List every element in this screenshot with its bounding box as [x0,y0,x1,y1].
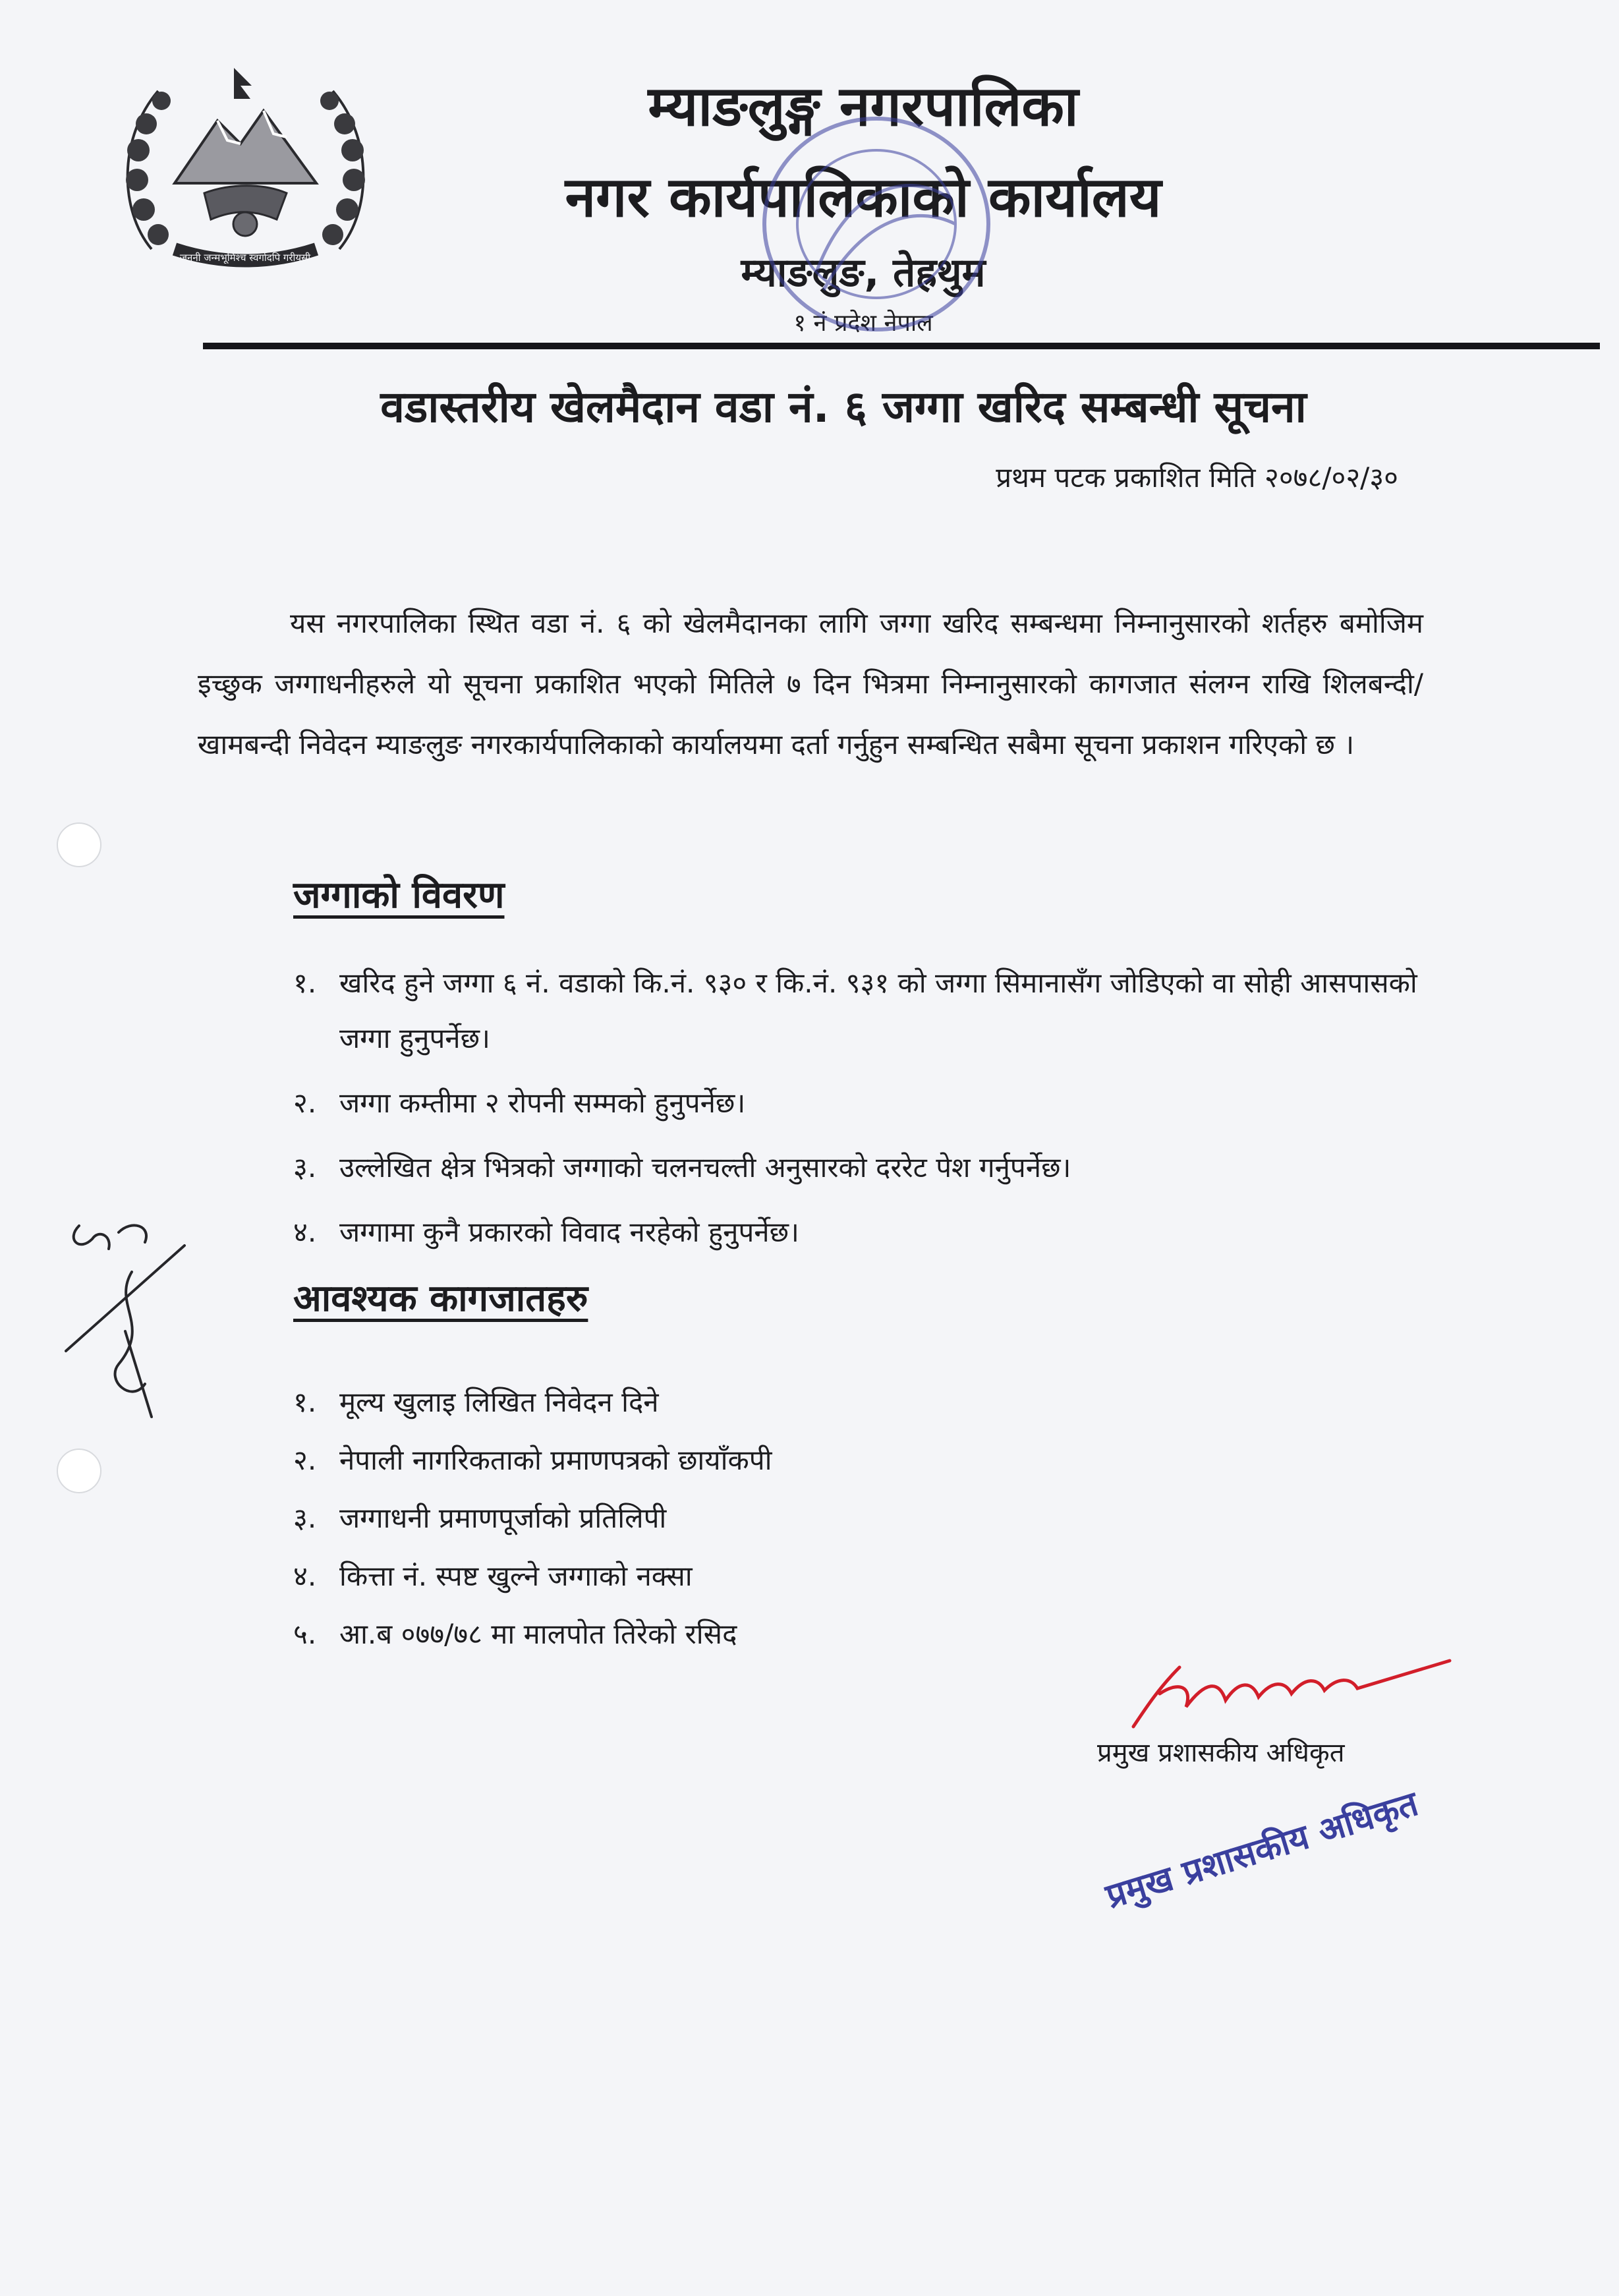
documents-heading: आवश्यक कागजातहरु [293,1277,588,1320]
nepal-emblem-icon [112,51,379,279]
officer-title: प्रमुख प्रशासकीय अधिकृत [1097,1738,1345,1768]
header-divider [203,343,1600,349]
list-item: ३. उल्लेखित क्षेत्र भित्रको जग्गाको चलनचल्ती अनुसारको दररेट पेश गर्नुपर्नेछ। [293,1151,1071,1184]
list-item: ५. आ.ब ०७७/७८ मा मालपोत तिरेको रसिद [293,1618,737,1650]
list-item: ३. जग्गाधनी प्रमाणपूर्जाको प्रतिलिपी [293,1502,667,1534]
office-location: म्याङलुङ, तेह्रथुम [741,250,986,296]
signature-icon [1120,1641,1463,1746]
published-date: प्रथम पटक प्रकाशित मिति २०७८/०२/३० [996,461,1398,494]
notice-body: यस नगरपालिका स्थित वडा नं. ६ को खेलमैदानका लागि जग्गा खरिद सम्बन्धमा निम्नानुसारको शर्तहरु बमोजिम इच्छुक जग्गाधनीहरुले यो सूचना प्रकाशित भएको मितिले ७ दिन भित्रमा निम्नानुसारको कागजात संलग्न राखि शिलबन्दी/खामबन्दी निवेदन म्याङलुङ नगरकार्यपालिकाको कार्यालयमा दर्ता गर्नुहुन सम्बन्धित सबैमा सूचना प्रकाशन गरिएको छ । [198,607,1423,761]
documents-list [293,1373,1423,1663]
list-item: १. खरिद हुने जग्गा ६ नं. वडाको कि.नं. ९३० र कि.नं. ९३१ को जग्गा सिमानासँग जोडिएको वा सोही आसपासको जग्गा हुनुपर्नेछ। [293,967,1417,1054]
list-item: ४. कित्ता नं. स्पष्ट खुल्ने जग्गाको नक्सा [293,1560,693,1592]
province-name: १ नं प्रदेश नेपाल [793,310,933,337]
handwritten-initials-icon [59,1213,204,1423]
officer-stamp [1101,1784,1456,1917]
office-name: नगर कार्यपालिकाको कार्यालय [565,165,1162,229]
punch-hole [57,822,101,867]
notice-title: वडास्तरीय खेलमैदान वडा नं. ६ जग्गा खरिद सम्बन्धी सूचना [380,382,1307,432]
emblem-motto: जननी जन्मभूमिश्च स्वर्गादपि गरीयसी [179,252,311,264]
list-item: १. मूल्य खुलाइ लिखित निवेदन दिने [293,1386,659,1418]
officer-stamp-text: प्रमुख प्रशासकीय अधिकृत [1101,1784,1423,1917]
municipality-name: म्याङलुङ्ग नगरपालिका [648,74,1079,138]
list-item: २. जग्गा कम्तीमा २ रोपनी सम्मको हुनुपर्नेछ। [293,1087,746,1119]
office-seal-icon [751,105,1002,343]
list-item: ४. जग्गामा कुनै प्रकारको विवाद नरहेको हुनुपर्नेछ। [293,1216,799,1248]
punch-hole [57,1449,101,1493]
list-item: २. नेपाली नागरिकताको प्रमाणपत्रको छायाँकपी [293,1444,772,1476]
land-details-heading: जग्गाको विवरण [293,874,505,917]
land-details-list [293,956,1423,1269]
